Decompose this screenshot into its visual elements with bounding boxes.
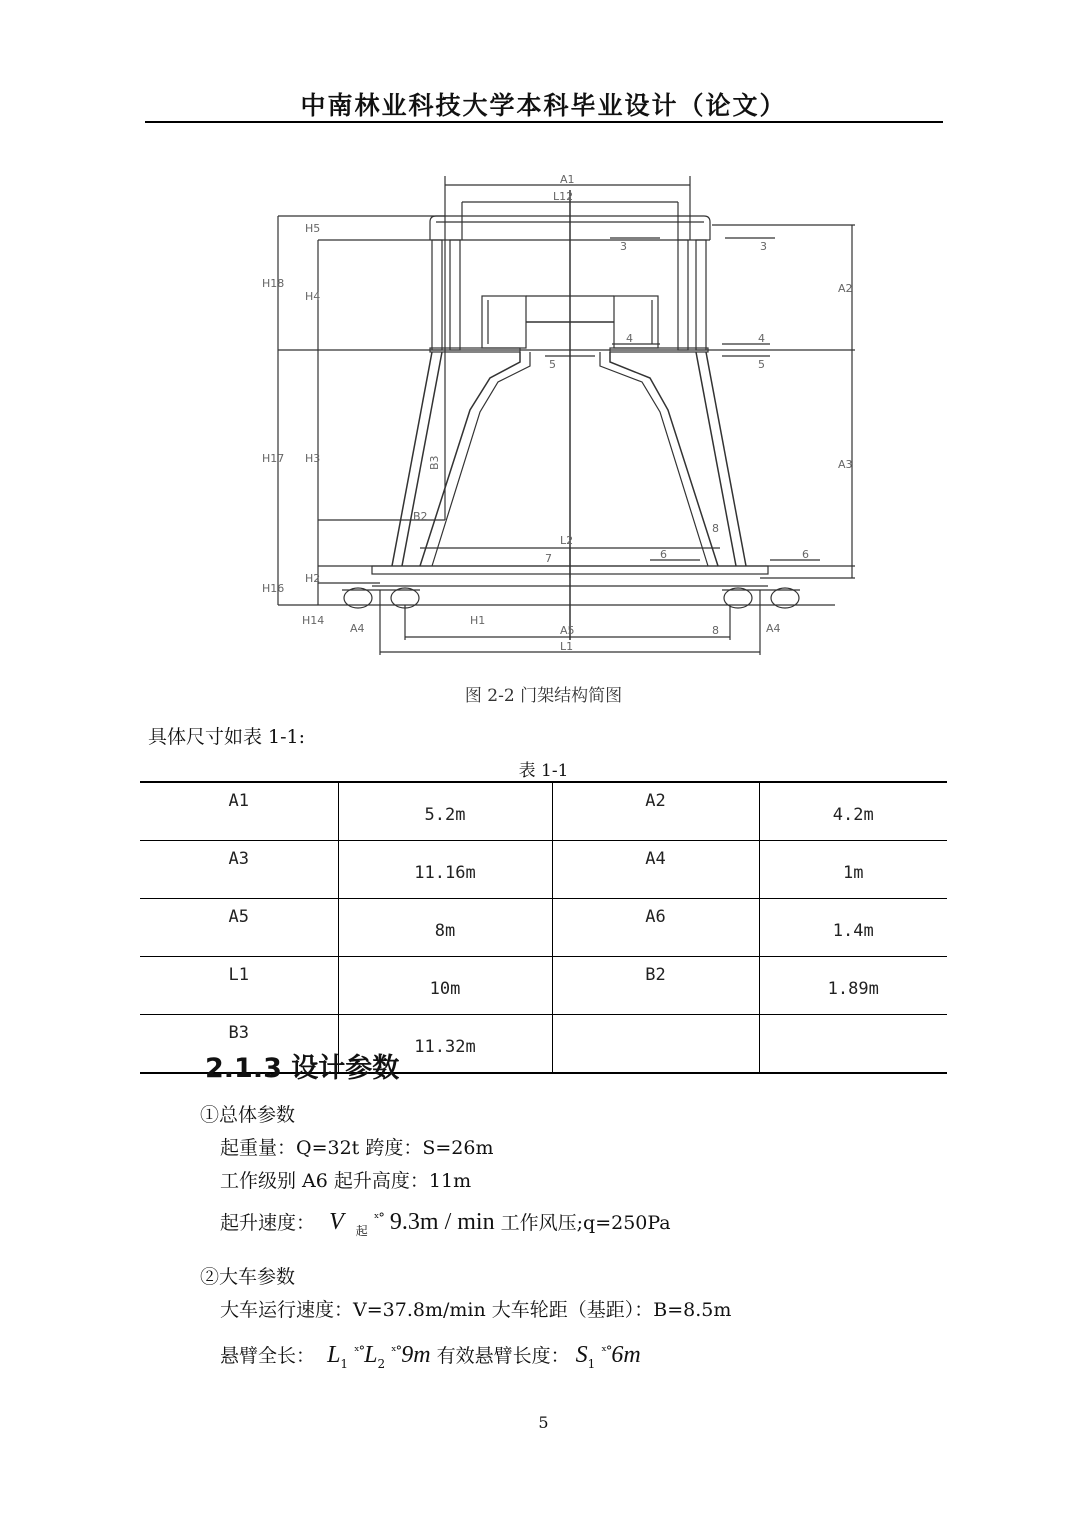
table-cell-label: A3 [140,841,338,899]
lift-speed-value: 9.3m / min [389,1209,495,1235]
trolley-params-line-1: 大车运行速度：V=37.8m/min 大车轮距（基距）：B=8.5m [220,1299,732,1321]
intro-text: 具体尺寸如表 1-1: [148,726,306,748]
table-cell-value: 4.2m [759,782,947,841]
general-params-line-3 [220,1208,671,1239]
left-upper-post [432,240,442,350]
label-h14: H14 [302,614,325,627]
left-leg-outer [392,352,432,566]
effective-cantilever-label: 有效悬臂长度： [436,1345,570,1367]
equation-glyph-4: ˣ° [601,1344,612,1359]
label-h17: H17 [262,452,285,465]
subscript-3: 1 [587,1357,596,1371]
lift-speed-symbol: V [329,1209,344,1235]
table-cell-label: A1 [140,782,338,841]
lift-speed-subscript: 起 [355,1224,368,1238]
subscript-2: 2 [377,1357,386,1371]
table-cell-label: L1 [140,957,338,1015]
table-cell-value: 1.89m [759,957,947,1015]
table-cell-value [759,1015,947,1074]
table-cell-value: 1.4m [759,899,947,957]
equation-glyph-2: ˣ° [354,1344,365,1359]
general-params-line-2: 工作级别 A6 起升高度：11m [220,1170,472,1192]
table-row [140,957,947,1015]
label-h4: H4 [305,290,321,303]
lift-speed-label: 起升速度： [220,1212,316,1234]
label-section-8: 8 [712,522,719,535]
label-section-8b: 8 [712,624,719,637]
label-h18: H18 [262,277,285,290]
label-h5: H5 [305,222,321,235]
table-cell-label [552,1015,759,1074]
label-h16: H16 [262,582,285,595]
label-h2: H2 [305,572,321,585]
label-a4-left: A4 [350,622,365,635]
label-l12: L12 [553,190,574,203]
table-cell-value: 11.16m [338,841,552,899]
dimension-table [140,781,947,1074]
label-section-5b: 5 [758,358,765,371]
symbol-s1: S [575,1342,588,1368]
table-cell-value: 11.32m [338,1015,552,1074]
table-cell-label: A4 [552,841,759,899]
label-l1: L1 [560,640,574,653]
label-section-3b: 3 [760,240,767,253]
table-cell-label: B2 [552,957,759,1015]
cantilever-label: 悬臂全长： [220,1345,316,1367]
table-caption: 表 1-1 [518,761,569,781]
table-cell-value: 5.2m [338,782,552,841]
label-h3: H3 [305,452,321,465]
page-number: 5 [538,1413,549,1432]
symbol-l1: L [327,1342,341,1368]
table-cell-label: A6 [552,899,759,957]
table-cell-label: A2 [552,782,759,841]
label-b3: B3 [428,455,441,470]
label-a2: A2 [838,282,853,295]
label-section-6b: 6 [802,548,809,561]
equation-glyph: ˣ° [373,1211,384,1226]
label-a3: A3 [838,458,853,471]
label-section-5: 5 [549,358,556,371]
subscript-1: 1 [340,1357,349,1371]
general-params-line-1: 起重量：Q=32t 跨度：S=26m [220,1137,494,1159]
label-a5: A5 [560,624,575,637]
section-heading: 2.1.3 设计参数 [205,1053,400,1084]
label-a1: A1 [560,173,575,186]
effective-cantilever-value: 6m [611,1342,641,1368]
table-cell-label: B3 [140,1015,338,1074]
table-cell-value: 1m [759,841,947,899]
label-b2: B2 [413,510,428,523]
trolley-params-line-2 [220,1341,641,1371]
gantry-structure-diagram [255,170,855,660]
label-section-6: 6 [660,548,667,561]
symbol-l2: L [364,1342,378,1368]
label-section-7: 7 [545,552,552,565]
page-header-title: 中南林业科技大学本科毕业设计（论文） [300,91,787,120]
figure-caption: 图 2-2 门架结构简图 [464,686,623,706]
label-section-4b: 4 [758,332,765,345]
label-a4-right: A4 [766,622,781,635]
equation-glyph-3: ˣ° [391,1344,402,1359]
table-row [140,782,947,841]
general-params-title: ①总体参数 [200,1104,296,1126]
diagram-labels [262,173,853,653]
table-cell-value: 10m [338,957,552,1015]
cantilever-value: 9m [401,1342,431,1368]
table-cell-value: 8m [338,899,552,957]
label-section-4: 4 [626,332,633,345]
header-rule [145,121,943,123]
trolley-params-title: ②大车参数 [200,1266,296,1288]
table-cell-label: A5 [140,899,338,957]
label-l2: L2 [560,534,574,547]
table-row [140,841,947,899]
label-section-3: 3 [620,240,627,253]
table-row [140,899,947,957]
wind-pressure-text: 工作风压;q=250Pa [500,1212,671,1234]
label-h1: H1 [470,614,486,627]
right-upper-post [678,240,688,350]
